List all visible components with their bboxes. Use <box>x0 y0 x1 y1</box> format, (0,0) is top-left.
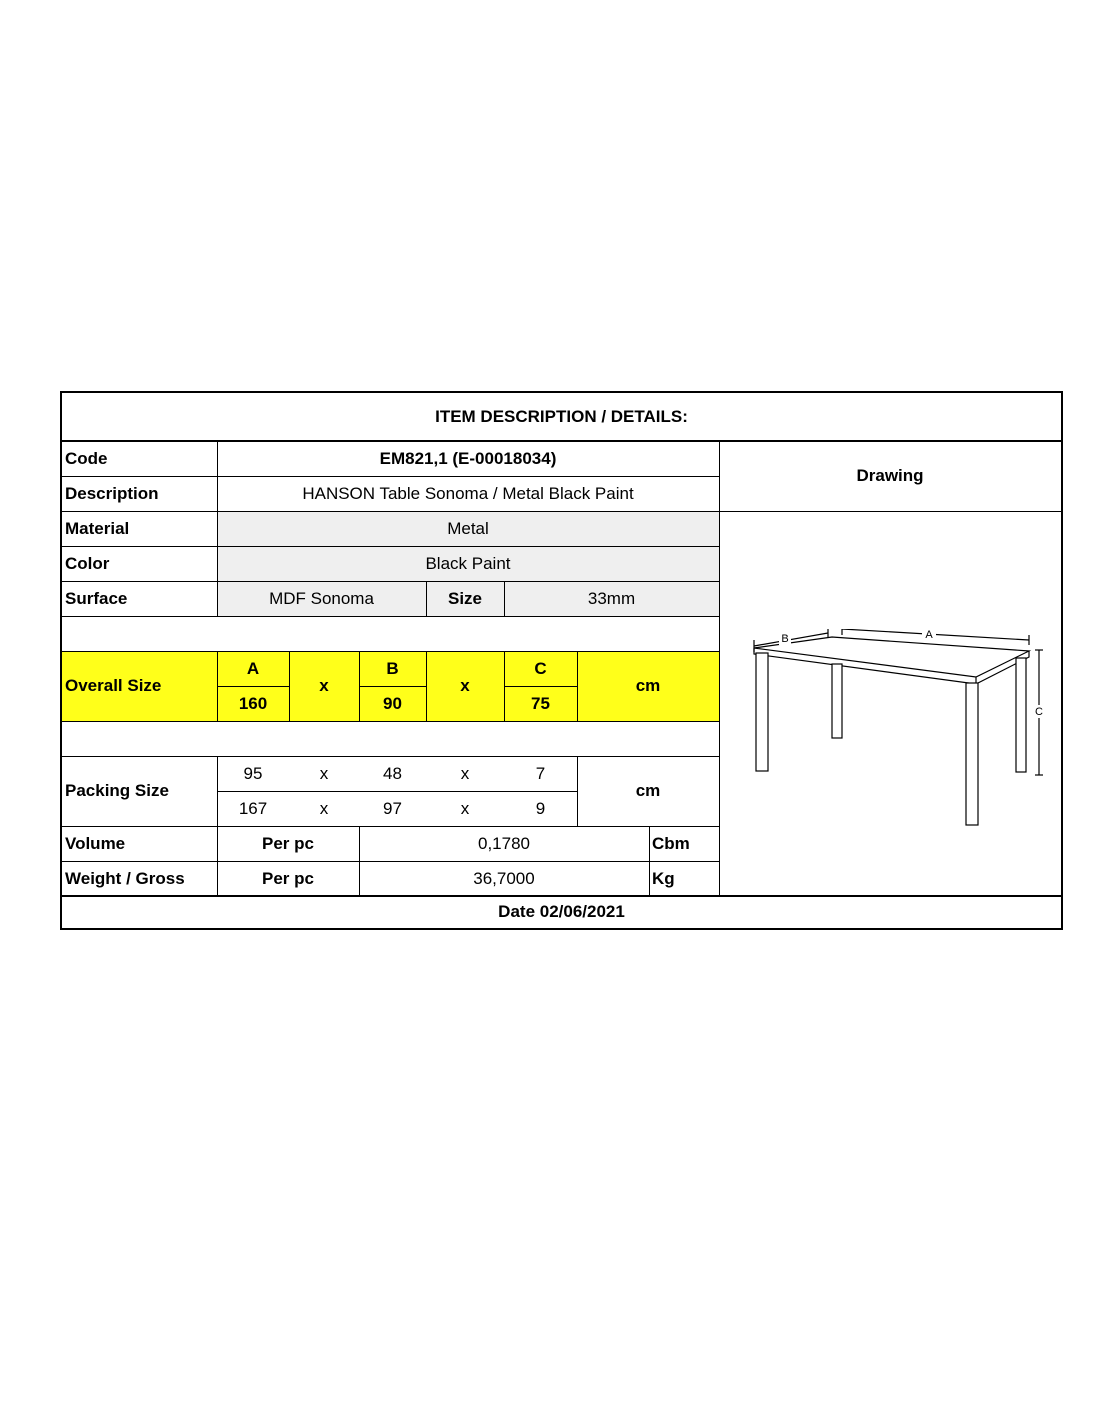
code-value: EM821,1 (E-00018034) <box>379 448 557 468</box>
drawing-label-a: A <box>925 629 933 641</box>
overall-times-1: x <box>319 676 329 695</box>
line <box>62 581 719 582</box>
packing-r2-a: 167 <box>238 798 268 818</box>
line <box>217 686 289 687</box>
line <box>504 686 577 687</box>
description-label: Description <box>65 483 159 503</box>
volume-label: Volume <box>65 833 126 853</box>
drawing-label-c: C <box>1035 706 1043 718</box>
overall-value-c: 75 <box>531 693 550 713</box>
overall-value-a: 160 <box>238 693 268 713</box>
packing-r1-b: 48 <box>383 763 402 783</box>
weight-label: Weight / Gross <box>65 868 185 888</box>
line <box>719 441 720 896</box>
table-drawing <box>742 629 1047 839</box>
overall-value-b: 90 <box>383 693 402 713</box>
line <box>62 511 1061 512</box>
weight-unit: Kg <box>652 868 675 888</box>
line <box>62 861 719 862</box>
line <box>62 651 719 652</box>
line <box>217 791 577 792</box>
surface-value: MDF Sonoma <box>269 588 374 608</box>
line <box>504 651 505 721</box>
weight-value: 36,7000 <box>473 868 535 888</box>
line <box>62 616 719 617</box>
color-label: Color <box>65 553 110 573</box>
table-leg-front-left <box>756 653 768 771</box>
table-top <box>754 637 1029 677</box>
line <box>62 440 1061 442</box>
line <box>359 686 426 687</box>
table-leg-back-right <box>1016 658 1026 772</box>
color-value: Black Paint <box>425 553 511 573</box>
table-leg-front-right <box>966 683 978 825</box>
line <box>577 756 578 826</box>
overall-col-b: B <box>386 658 399 678</box>
line <box>217 441 218 616</box>
material-label: Material <box>65 518 130 538</box>
weight-per: Per pc <box>262 868 314 888</box>
line <box>289 651 290 721</box>
line <box>62 756 719 757</box>
packing-r1-c: 7 <box>535 763 546 783</box>
size-value: 33mm <box>587 588 636 608</box>
line <box>62 826 719 827</box>
material-value: Metal <box>447 518 489 538</box>
item-details-sheet <box>60 391 1063 930</box>
description-value: HANSON Table Sonoma / Metal Black Paint <box>302 483 634 503</box>
line <box>359 651 360 721</box>
line <box>426 651 427 721</box>
code-label: Code <box>65 448 108 468</box>
line <box>62 476 719 477</box>
line <box>62 721 719 722</box>
line <box>359 826 360 896</box>
line <box>577 651 578 721</box>
packing-r2-times-2: x <box>460 798 470 818</box>
overall-col-a: A <box>246 658 260 678</box>
overall-unit: cm <box>635 676 661 695</box>
volume-unit: Cbm <box>652 833 690 853</box>
line <box>62 895 1061 897</box>
packing-r2-times-1: x <box>319 798 329 818</box>
line <box>649 826 650 896</box>
surface-label: Surface <box>65 588 128 608</box>
packing-size-label: Packing Size <box>65 781 169 800</box>
drawing-label-b: B <box>781 633 789 645</box>
overall-size-label: Overall Size <box>65 676 162 695</box>
packing-unit: cm <box>635 781 661 800</box>
line <box>217 651 218 721</box>
packing-r2-b: 97 <box>383 798 402 818</box>
packing-r1-a: 95 <box>243 763 263 783</box>
size-label: Size <box>447 588 483 608</box>
footer-date: Date 02/06/2021 <box>498 902 625 921</box>
drawing-header: Drawing <box>856 466 924 485</box>
packing-r1-times-1: x <box>319 763 329 783</box>
table-leg-back-left <box>832 664 842 738</box>
line <box>217 756 218 896</box>
packing-r1-times-2: x <box>460 763 470 783</box>
line <box>426 581 427 616</box>
volume-value: 0,1780 <box>478 833 530 853</box>
sheet-title: ITEM DESCRIPTION / DETAILS: <box>435 407 688 426</box>
line <box>62 546 719 547</box>
overall-col-c: C <box>534 658 547 678</box>
line <box>504 581 505 616</box>
packing-r2-c: 9 <box>535 798 546 818</box>
volume-per: Per pc <box>262 833 314 853</box>
overall-times-2: x <box>460 676 470 695</box>
